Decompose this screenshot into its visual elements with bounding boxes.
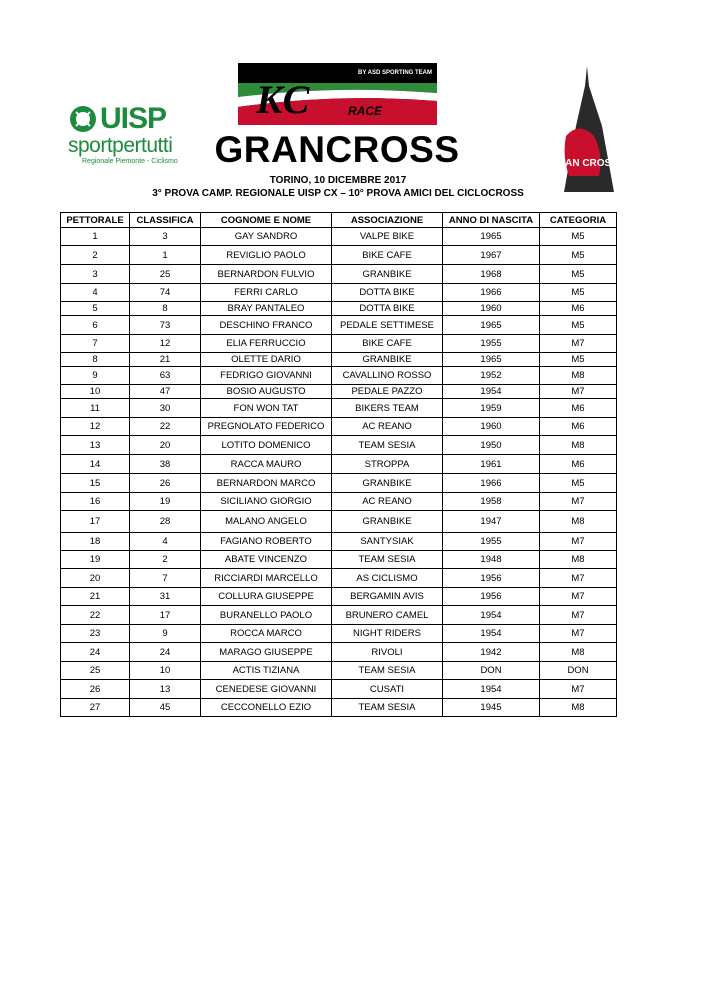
table-row (61, 533, 617, 551)
name-cell: FON WON TAT (201, 399, 332, 418)
kc-race-logo (238, 63, 437, 125)
pettorale-cell: 21 (61, 588, 130, 606)
header-classifica: CLASSIFICA (130, 213, 201, 228)
classifica-cell: 4 (130, 533, 201, 551)
birth-year-cell: 1955 (443, 335, 540, 353)
classifica-cell: 28 (130, 511, 201, 533)
table-row (61, 680, 617, 699)
kc-race-text: RACE (348, 104, 383, 118)
classifica-cell: 24 (130, 643, 201, 662)
birth-year-cell: 1947 (443, 511, 540, 533)
table-row (61, 588, 617, 606)
category-cell: M5 (540, 284, 617, 302)
name-cell: FAGIANO ROBERTO (201, 533, 332, 551)
classifica-cell: 31 (130, 588, 201, 606)
gc-text: GRAN CROSS (550, 158, 618, 169)
category-cell: M7 (540, 533, 617, 551)
table-row (61, 335, 617, 353)
category-cell: M8 (540, 699, 617, 717)
table-row (61, 511, 617, 533)
table-row (61, 399, 617, 418)
classifica-cell: 63 (130, 367, 201, 385)
name-cell: ABATE VINCENZO (201, 551, 332, 569)
name-cell: ACTIS TIZIANA (201, 662, 332, 680)
pettorale-cell: 18 (61, 533, 130, 551)
name-cell: PREGNOLATO FEDERICO (201, 418, 332, 436)
birth-year-cell: 1958 (443, 493, 540, 511)
classifica-cell: 13 (130, 680, 201, 699)
birth-year-cell: 1942 (443, 643, 540, 662)
association-cell: PEDALE PAZZO (332, 385, 443, 399)
association-cell: TEAM SESIA (332, 436, 443, 455)
classifica-cell: 47 (130, 385, 201, 399)
pettorale-cell: 16 (61, 493, 130, 511)
birth-year-cell: 1950 (443, 436, 540, 455)
table-row (61, 436, 617, 455)
name-cell: BURANELLO PAOLO (201, 606, 332, 625)
pettorale-cell: 25 (61, 662, 130, 680)
name-cell: BERNARDON MARCO (201, 474, 332, 493)
category-cell: M7 (540, 385, 617, 399)
header-categoria: CATEGORIA (540, 213, 617, 228)
pettorale-cell: 5 (61, 302, 130, 316)
category-cell: M5 (540, 353, 617, 367)
pettorale-cell: 20 (61, 569, 130, 588)
pettorale-cell: 9 (61, 367, 130, 385)
name-cell: FERRI CARLO (201, 284, 332, 302)
header-associazione: ASSOCIAZIONE (332, 213, 443, 228)
category-cell: M5 (540, 246, 617, 265)
birth-year-cell: 1948 (443, 551, 540, 569)
birth-year-cell: 1965 (443, 353, 540, 367)
category-cell: M7 (540, 493, 617, 511)
association-cell: AC REANO (332, 418, 443, 436)
name-cell: OLETTE DARIO (201, 353, 332, 367)
table-row (61, 316, 617, 335)
classifica-cell: 22 (130, 418, 201, 436)
category-cell: M7 (540, 680, 617, 699)
table-row (61, 367, 617, 385)
grancross-logo (550, 66, 618, 192)
birth-year-cell: 1965 (443, 316, 540, 335)
pettorale-cell: 27 (61, 699, 130, 717)
category-cell: M6 (540, 399, 617, 418)
name-cell: CENEDESE GIOVANNI (201, 680, 332, 699)
category-cell: M8 (540, 367, 617, 385)
association-cell: GRANBIKE (332, 511, 443, 533)
birth-year-cell: 1967 (443, 246, 540, 265)
classifica-cell: 45 (130, 699, 201, 717)
association-cell: CUSATI (332, 680, 443, 699)
birth-year-cell: 1954 (443, 385, 540, 399)
birth-year-cell: 1954 (443, 606, 540, 625)
name-cell: BOSIO AUGUSTO (201, 385, 332, 399)
table-row (61, 455, 617, 474)
results-table (60, 212, 617, 717)
birth-year-cell: 1960 (443, 302, 540, 316)
pettorale-cell: 14 (61, 455, 130, 474)
header-pettorale: PETTORALE (61, 213, 130, 228)
table-row (61, 493, 617, 511)
table-row (61, 265, 617, 284)
category-cell: M7 (540, 588, 617, 606)
table-row (61, 699, 617, 717)
association-cell: TEAM SESIA (332, 699, 443, 717)
pettorale-cell: 11 (61, 399, 130, 418)
name-cell: MARAGO GIUSEPPE (201, 643, 332, 662)
table-row (61, 569, 617, 588)
table-row (61, 284, 617, 302)
association-cell: VALPE BIKE (332, 228, 443, 246)
pettorale-cell: 24 (61, 643, 130, 662)
name-cell: BRAY PANTALEO (201, 302, 332, 316)
classifica-cell: 19 (130, 493, 201, 511)
association-cell: TEAM SESIA (332, 662, 443, 680)
table-row (61, 551, 617, 569)
association-cell: AC REANO (332, 493, 443, 511)
birth-year-cell: 1952 (443, 367, 540, 385)
header-cognome-nome: COGNOME E NOME (201, 213, 332, 228)
pettorale-cell: 6 (61, 316, 130, 335)
uisp-emblem-icon (68, 104, 98, 134)
birth-year-cell: 1954 (443, 625, 540, 643)
kc-letters: KC (256, 77, 310, 122)
classifica-cell: 17 (130, 606, 201, 625)
association-cell: SANTYSIAK (332, 533, 443, 551)
birth-year-cell: 1954 (443, 680, 540, 699)
category-cell: M6 (540, 455, 617, 474)
classifica-cell: 3 (130, 228, 201, 246)
date-line: TORINO, 10 DICEMBRE 2017 (269, 175, 407, 186)
table-row (61, 353, 617, 367)
name-cell: LOTITO DOMENICO (201, 436, 332, 455)
birth-year-cell: 1961 (443, 455, 540, 474)
category-cell: M5 (540, 316, 617, 335)
pettorale-cell: 1 (61, 228, 130, 246)
association-cell: BIKERS TEAM (332, 399, 443, 418)
association-cell: PEDALE SETTIMESE (332, 316, 443, 335)
category-cell: M7 (540, 569, 617, 588)
pettorale-cell: 15 (61, 474, 130, 493)
uisp-tagline: sportpertutti (68, 134, 173, 157)
category-cell: DON (540, 662, 617, 680)
table-row (61, 418, 617, 436)
name-cell: ROCCA MARCO (201, 625, 332, 643)
table-row (61, 228, 617, 246)
table-row (61, 302, 617, 316)
event-line: 3° PROVA CAMP. REGIONALE UISP CX – 10° PROVA AMICI DEL CICLOCROSS (152, 188, 524, 199)
classifica-cell: 10 (130, 662, 201, 680)
category-cell: M7 (540, 606, 617, 625)
pettorale-cell: 12 (61, 418, 130, 436)
table-row (61, 246, 617, 265)
category-cell: M8 (540, 551, 617, 569)
uisp-word: UISP (100, 102, 167, 135)
classifica-cell: 74 (130, 284, 201, 302)
association-cell: GRANBIKE (332, 265, 443, 284)
table-row (61, 662, 617, 680)
kc-top-text: BY ASD SPORTING TEAM (358, 70, 433, 76)
association-cell: GRANBIKE (332, 353, 443, 367)
name-cell: COLLURA GIUSEPPE (201, 588, 332, 606)
table-row (61, 625, 617, 643)
table-row (61, 643, 617, 662)
classifica-cell: 26 (130, 474, 201, 493)
pettorale-cell: 2 (61, 246, 130, 265)
classifica-cell: 21 (130, 353, 201, 367)
pettorale-cell: 23 (61, 625, 130, 643)
classifica-cell: 9 (130, 625, 201, 643)
classifica-cell: 1 (130, 246, 201, 265)
table-row (61, 385, 617, 399)
pettorale-cell: 22 (61, 606, 130, 625)
name-cell: REVIGLIO PAOLO (201, 246, 332, 265)
association-cell: RIVOLI (332, 643, 443, 662)
classifica-cell: 38 (130, 455, 201, 474)
classifica-cell: 73 (130, 316, 201, 335)
table-row (61, 474, 617, 493)
birth-year-cell: 1960 (443, 418, 540, 436)
pettorale-cell: 26 (61, 680, 130, 699)
category-cell: M8 (540, 436, 617, 455)
name-cell: GAY SANDRO (201, 228, 332, 246)
table-header-row (61, 213, 617, 228)
category-cell: M8 (540, 511, 617, 533)
birth-year-cell: 1955 (443, 533, 540, 551)
name-cell: DESCHINO FRANCO (201, 316, 332, 335)
classifica-cell: 2 (130, 551, 201, 569)
association-cell: DOTTA BIKE (332, 284, 443, 302)
category-cell: M5 (540, 265, 617, 284)
name-cell: MALANO ANGELO (201, 511, 332, 533)
category-cell: M5 (540, 228, 617, 246)
association-cell: STROPPA (332, 455, 443, 474)
association-cell: AS CICLISMO (332, 569, 443, 588)
name-cell: SICILIANO GIORGIO (201, 493, 332, 511)
birth-year-cell: 1956 (443, 588, 540, 606)
birth-year-cell: 1945 (443, 699, 540, 717)
birth-year-cell: 1956 (443, 569, 540, 588)
birth-year-cell: 1959 (443, 399, 540, 418)
classifica-cell: 25 (130, 265, 201, 284)
pettorale-cell: 8 (61, 353, 130, 367)
category-cell: M7 (540, 335, 617, 353)
classifica-cell: 8 (130, 302, 201, 316)
pettorale-cell: 7 (61, 335, 130, 353)
association-cell: GRANBIKE (332, 474, 443, 493)
pettorale-cell: 19 (61, 551, 130, 569)
birth-year-cell: 1966 (443, 284, 540, 302)
association-cell: DOTTA BIKE (332, 302, 443, 316)
name-cell: FEDRIGO GIOVANNI (201, 367, 332, 385)
birth-year-cell: 1966 (443, 474, 540, 493)
page-title: GRANCROSS (214, 129, 460, 170)
association-cell: NIGHT RIDERS (332, 625, 443, 643)
table-row (61, 606, 617, 625)
name-cell: BERNARDON FULVIO (201, 265, 332, 284)
association-cell: BIKE CAFE (332, 335, 443, 353)
pettorale-cell: 4 (61, 284, 130, 302)
birth-year-cell: 1965 (443, 228, 540, 246)
pettorale-cell: 10 (61, 385, 130, 399)
pettorale-cell: 13 (61, 436, 130, 455)
birth-year-cell: 1968 (443, 265, 540, 284)
category-cell: M8 (540, 643, 617, 662)
pettorale-cell: 3 (61, 265, 130, 284)
association-cell: BERGAMIN AVIS (332, 588, 443, 606)
association-cell: BRUNERO CAMEL (332, 606, 443, 625)
name-cell: RACCA MAURO (201, 455, 332, 474)
classifica-cell: 12 (130, 335, 201, 353)
category-cell: M5 (540, 474, 617, 493)
header-anno-nascita: ANNO DI NASCITA (443, 213, 540, 228)
classifica-cell: 20 (130, 436, 201, 455)
association-cell: BIKE CAFE (332, 246, 443, 265)
category-cell: M7 (540, 625, 617, 643)
name-cell: RICCIARDI MARCELLO (201, 569, 332, 588)
classifica-cell: 7 (130, 569, 201, 588)
association-cell: CAVALLINO ROSSO (332, 367, 443, 385)
name-cell: CECCONELLO EZIO (201, 699, 332, 717)
category-cell: M6 (540, 418, 617, 436)
classifica-cell: 30 (130, 399, 201, 418)
birth-year-cell: DON (443, 662, 540, 680)
association-cell: TEAM SESIA (332, 551, 443, 569)
uisp-region: Regionale Piemonte - Ciclismo (82, 158, 178, 165)
category-cell: M6 (540, 302, 617, 316)
pettorale-cell: 17 (61, 511, 130, 533)
name-cell: ELIA FERRUCCIO (201, 335, 332, 353)
